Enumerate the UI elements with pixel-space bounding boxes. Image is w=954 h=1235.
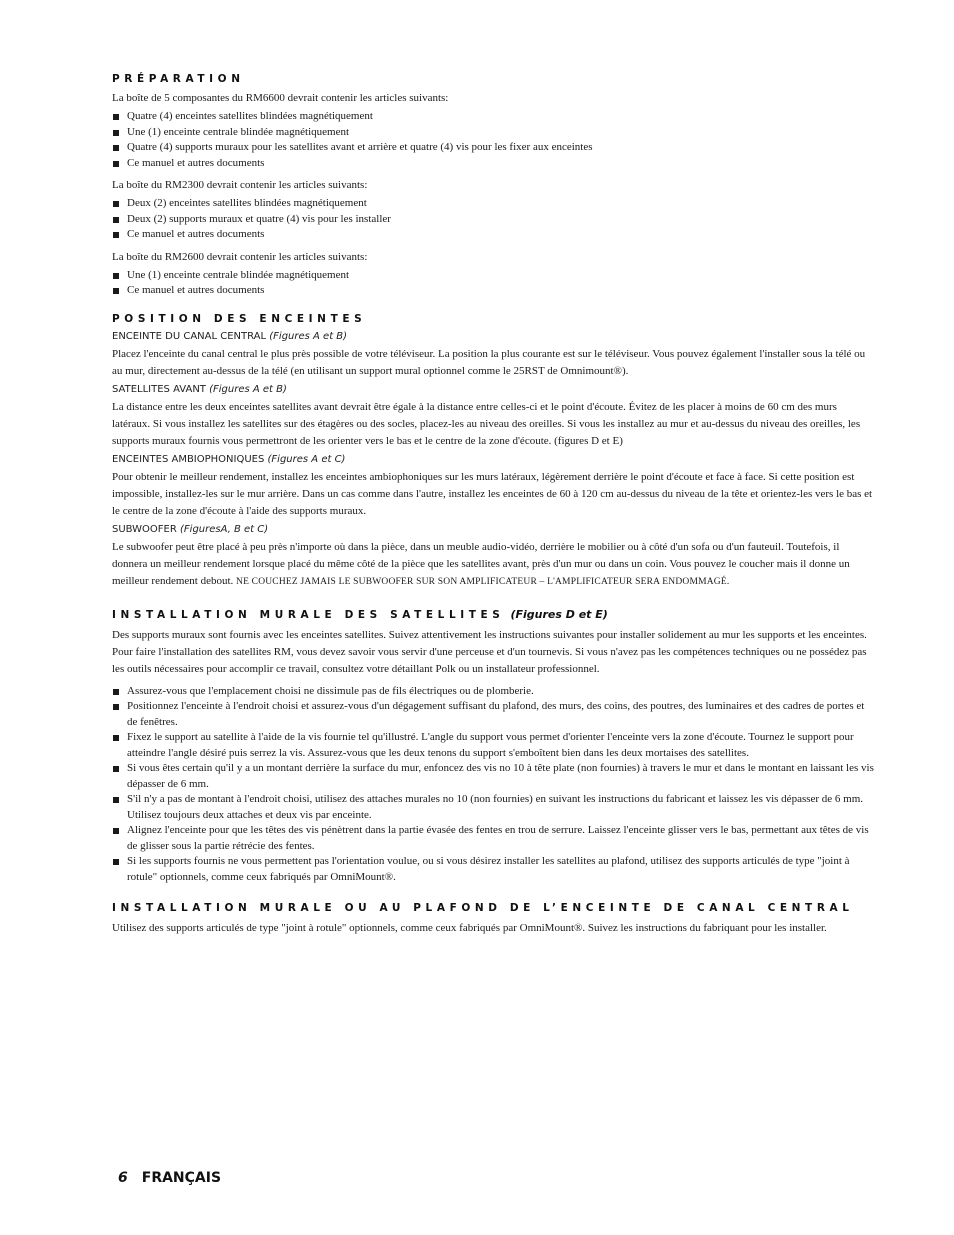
- bullet-square-icon: [113, 232, 119, 238]
- bullet-square-icon: [113, 704, 119, 710]
- position-section: [112, 312, 874, 591]
- bullet-square-icon: [113, 217, 119, 223]
- preparation-heading: PRÉPARATION: [112, 73, 245, 85]
- ceiling-install-heading: INSTALLATION MURALE OU AU PLAFOND DE L’ENCEINTE DE CANAL CENTRAL: [112, 902, 854, 914]
- central-channel-text: Placez l'enceinte du canal central le plus près possible de votre téléviseur. La position la plus courante est sur le téléviseur. Vous pouvez également l'installer sous la télé ou au mur, directement au-dessus de la télé (en utilisant un support mural optionnel comme le 25RST de Omnimount®).: [112, 347, 866, 377]
- rm6600-contents-list: [112, 109, 874, 171]
- subwoofer-warning: NE COUCHEZ JAMAIS LE SUBWOOFER SUR SON AMPLIFICATEUR – L'AMPLIFICATEUR SERA ENDOMMAGÉ.: [236, 576, 730, 587]
- list-item: Deux (2) supports muraux et quatre (4) vis pour les installer: [112, 212, 874, 228]
- rm2600-contents-list: [112, 268, 874, 299]
- subwoofer-subheading: SUBWOOFER (FiguresA, B et C): [112, 523, 269, 535]
- list-item: Une (1) enceinte centrale blindée magnétiquement: [112, 125, 874, 141]
- list-item: Quatre (4) enceintes satellites blindées magnétiquement: [112, 109, 874, 125]
- bullet-square-icon: [113, 859, 119, 865]
- bullet-square-icon: [113, 828, 119, 834]
- wall-install-intro: Des supports muraux sont fournis avec les enceintes satellites. Suivez attentivement les instructions suivantes pour installer solidement au mur les supports et les enceintes. Pour faire l'installation des satellites RM, vous devez savoir vous servir d'une perceuse et d'un tournevis. Si vous n'avez pas les compétences techniques ou ne possédez pas les outils nécessaires pour accomplir ce travail, consultez votre détaillant Polk ou un installateur professionnel.: [112, 628, 867, 675]
- surround-text: Pour obtenir le meilleur rendement, installez les enceintes ambiophoniques sur les murs latéraux, légèrement derrière le point d'écoute et face à face. Si cette position est impossible, installez-les sur le mur arrière. Dans un cas comme dans l'autre, installez les enceintes de 60 à 120 cm au-dessus du niveau de la tête et orientez-les vers le bas et le centre de la zone d'écoute à l'aide des supports muraux.: [112, 470, 873, 517]
- rm2300-contents-list: [112, 196, 874, 243]
- list-item: Ce manuel et autres documents: [112, 283, 874, 299]
- list-item: Deux (2) enceintes satellites blindées magnétiquement: [112, 196, 874, 212]
- manual-page: [112, 72, 874, 937]
- list-item: Alignez l'enceinte pour que les têtes des vis pénètrent dans la partie évasée des fentes en trou de serrure. Laissez l'enceinte glisser vers le bas, permettant aux têtes de vis de glisser sous la partie rétrécie des fentes.: [112, 823, 874, 854]
- list-item: Quatre (4) supports muraux pour les satellites avant et arrière et quatre (4) vis pour les fixer aux enceintes: [112, 140, 874, 156]
- rm6600-intro: La boîte de 5 composantes du RM6600 devrait contenir les articles suivants:: [112, 92, 449, 104]
- list-item: Fixez le support au satellite à l'aide de la vis fournie tel qu'illustré. L'angle du support vous permet d'orienter l'enceinte vers la zone d'écoute. Tournez le support pour atteindre l'angle désiré puis serrez la vis. Assurez-vous que les deux tenons du support s'emboîtent bien dans les deux mortaises des satellites.: [112, 730, 874, 761]
- wall-install-heading: INSTALLATION MURALE DES SATELLITES (Figures D et E): [112, 607, 608, 621]
- ceiling-install-section: [112, 901, 874, 937]
- bullet-square-icon: [113, 145, 119, 151]
- page-number: 6: [118, 1170, 128, 1186]
- central-channel-subheading: ENCEINTE DU CANAL CENTRAL (Figures A et B): [112, 330, 348, 342]
- list-item: S'il n'y a pas de montant à l'endroit choisi, utilisez des attaches murales no 10 (non fournies) en suivant les instructions du fabricant et laissez les vis dépasser de 6 mm. Utilisez toujours deux attaches et deux vis par enceinte.: [112, 792, 874, 823]
- bullet-square-icon: [113, 273, 119, 279]
- front-satellites-text: La distance entre les deux enceintes satellites avant devrait être égale à la distance entre celles-ci et le point d'écoute. Évitez de les placer à moins de 60 cm des murs latéraux. Si vous installez les satellites sur des étagères ou des socles, placez-les au niveau des oreilles. Si vous les installez au mur et au-dessus du niveau des oreilles, les supports muraux fournis vous permettront de les orienter vers le bas et le centre de la zone d'écoute. (figures D et E): [112, 400, 861, 447]
- surround-subheading: ENCEINTES AMBIOPHONIQUES (Figures A et C): [112, 453, 346, 465]
- bullet-square-icon: [113, 201, 119, 207]
- list-item: Si vous êtes certain qu'il y a un montant derrière la surface du mur, enfoncez des vis no 10 à tête plate (non fournies) à travers le mur et dans le montant en laissant les vis dépasser de 6 mm.: [112, 761, 874, 792]
- bullet-square-icon: [113, 735, 119, 741]
- list-item: Assurez-vous que l'emplacement choisi ne dissimule pas de fils électriques ou de plomberie.: [112, 684, 874, 700]
- position-heading: POSITION DES ENCEINTES: [112, 312, 367, 325]
- list-item: Une (1) enceinte centrale blindée magnétiquement: [112, 268, 874, 284]
- list-item: Positionnez l'enceinte à l'endroit choisi et assurez-vous d'un dégagement suffisant du plafond, des murs, des coins, des poutres, des luminaires et des cadres de portes et de fenêtres.: [112, 699, 874, 730]
- rm2300-intro: La boîte du RM2300 devrait contenir les articles suivants:: [112, 179, 368, 191]
- bullet-square-icon: [113, 689, 119, 695]
- rm2600-intro: La boîte du RM2600 devrait contenir les articles suivants:: [112, 250, 368, 263]
- ceiling-install-text: Utilisez des supports articulés de type "joint à rotule" optionnels, comme ceux fabriqués par OmniMount®. Suivez les instructions du fabriquant pour les installer.: [112, 922, 827, 934]
- subwoofer-text: Le subwoofer peut être placé à peu près n'importe où dans la pièce, dans un meuble audio-vidéo, derrière le mobilier ou à côté d'un sofa ou d'un fauteuil. Toutefois, il donnera un meilleur rendement lorsque placé du même côté de la pièce que les satellites avant, près d'un mur ou dans un coin. Vous pouvez le coucher mais il donne un meilleur rendement debout. NE COUCHEZ JAMAIS LE SUBWOOFER SUR SON AMPLIFICATEUR – L'AMPLIFICATEUR SERA ENDOMMAGÉ.: [112, 540, 850, 587]
- bullet-square-icon: [113, 766, 119, 772]
- list-item: Ce manuel et autres documents: [112, 227, 874, 243]
- bullet-square-icon: [113, 114, 119, 120]
- wall-install-section: [112, 608, 874, 886]
- language-label: FRANÇAIS: [141, 1170, 222, 1186]
- wall-install-steps: [112, 684, 874, 886]
- bullet-square-icon: [113, 797, 119, 803]
- list-item: Ce manuel et autres documents: [112, 156, 874, 172]
- bullet-square-icon: [113, 288, 119, 294]
- front-satellites-subheading: SATELLITES AVANT (Figures A et B): [112, 383, 287, 395]
- bullet-square-icon: [113, 130, 119, 136]
- bullet-square-icon: [113, 161, 119, 167]
- page-footer: [118, 1170, 221, 1186]
- list-item: Si les supports fournis ne vous permettent pas l'orientation voulue, ou si vous désirez installer les satellites au plafond, utilisez des supports articulés de type "joint à rotule" optionnels, comme ceux fabriqués par OmniMount®.: [112, 854, 874, 885]
- preparation-section: [112, 72, 874, 299]
